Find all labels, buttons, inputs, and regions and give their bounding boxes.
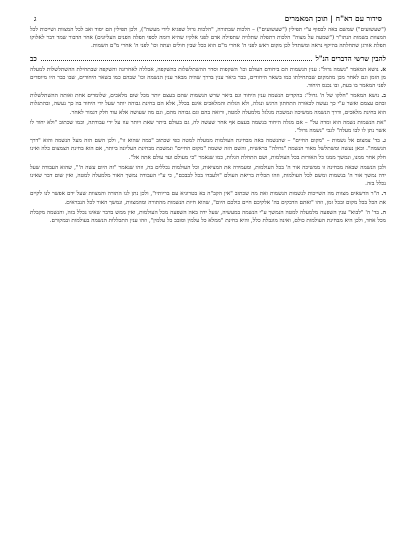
section-page-number: כב <box>30 53 37 63</box>
section-heading <box>30 54 386 63</box>
paragraph <box>30 137 386 162</box>
page-number: ג <box>34 14 37 23</box>
paragraph-text: נושא המאמר "חלקו של ה' גדול": בהקדים הנשמה ענין היחוד וגם ביאר שרש הנשמות שהם בעצם יותר מכל שום מלאכים, שלומדים אחת ואותה ההשתלשלות ובהם עצמם ואשר ע"י כך נעשה לכאורה התחתון הרגש ונגלה, ולא הגלות והמלאכים אינם בכלל, אלא הם בחינת גבוהה יותר שעל ידי היחוד בה כך נעשה, ובהתגלות הוא בחינת מלאכים, ודרך הנשמה ממשיכה ונמשכת מגלגל מלמעלה למטה, ורואה בהם וגם גבוהה מהם, וגם מה שעושה אלא עוד חלק דגמור לאחר. <box>30 93 386 116</box>
page-header <box>30 14 386 26</box>
paragraph <box>30 190 386 206</box>
paragraph <box>30 66 386 91</box>
paragraph-lead: ג. <box>382 138 387 145</box>
paragraph-text: נושא המאמר "נשמה גדול": ענין הנשמות הם ביחודם העולם וכו' השקפות וסדר ההשתלשלות בהשקפה, אכללה לאחרונה והשקפה שבתחילת ההשתלשלות למעלה מן הזמן וגם לאחר מכן מהמקום שבתחילתו כמו בשאר היחודים, כבר ביאר ענין בדרך שהיה מבאר ענין הנשמה וכו' שבהם כמו בשאר היחודים, שבו כבר היו מיוסדים לפני המאמר בו בעת, ובו נכנס היחוד. <box>30 66 386 90</box>
paragraph-text: ה"ר הדשאים מצוות מה השייכות לנשמות הנשמות ואת מה שכתוב "אין הקב"ה בא בטרוניא עם בריותיו", ולכן נתן לנו התורה והמצוות שעל ידם אפשר לנו לקיים את הכל בכל מקום ובכל זמן, וזהו "ואתם הדבקים בה' אלקיכם חיים כולכם היום", שהוא חיות הנשמות מהתורה ומהמצוות, ונמשך האור לכל הנבראים. <box>30 191 386 206</box>
paragraph-text: ולכן הנשמה שבאה מבחינה זו ממשיכה אור ה' בכל העולמות, ומעמידה את המציאות, וכל העולמות נכללים בה, וזהו שנאמר "זה היום עשה ה'", שהוא העבודה שעל ידה נמשך אור ה' בנשמות ומשם לכל העולמות, וזהו תכלית בריאת העולם "ולעבדו בכל לבבכם", כי ע"י העבודה נמשך האור מלמעלה למטה, ואין שום דבר שאינו נכלל בזה. <box>30 164 386 188</box>
paragraph-lead: א. <box>380 66 387 73</box>
paragraph <box>30 119 386 135</box>
paragraph-lead: ד. <box>381 191 387 198</box>
leader-dots <box>41 59 312 61</box>
paragraph-lead: ה. <box>380 209 386 216</box>
paragraph-lead: ב. <box>381 93 387 100</box>
header-title: סידור עם דא"ח | תוכן המאמרים <box>284 14 382 23</box>
intro-paragraph: ("שעשועים") שמשם באה לבסוף ע"י תפילין ("שעשועים") – הלכות שבתורה, "הלכות גדול שפגיא לידי מעשה"), ולכן תפילין הם יסוד ואב לכל המצוות ושייכות לכל המצוות בשמות הנתו"ר ("שמעה על מצוה" הלכות דתפלה שתלויה שתפילה אדם לפני אלקיו שהיא דומה לספי תפלה הפנים העליונים) אחר הדבור שמד דבר לאלוקו תפלת אורגן שתחלתה בהיקף נראה ומשתדל לכן מקום ראש לפני ה' אחרי מ"ם הוא ככל שבין חולים ועתה וכו' לפני ה' אחרי מ"ם השמות. <box>30 27 386 50</box>
paragraph <box>30 92 386 117</box>
paragraph-text: בד' ה' "לבוא" ענין השפעה מלמעלה למטה הנמשך ע"י הנשמה במעשיה, שעל ידה באה השפעה מכל העולמות, ואין ממש בדבר שאינו נכלל בזה, והנשמה מקבלת מכל אחד, ולכן היא מבחינת העולמות כולם, ואינה מוגבלת כלל, והיא בחינת "ממלא כל עלמין וסובב כל עלמין", וזהו ענין התכללות הנשמה בעולמות ובמקורם. <box>30 209 386 225</box>
paragraph <box>30 209 386 225</box>
paragraph-text: בד' צמצום אל נשמות – "מקום החיים" – שהנשמה באה מבחינת העולמות ממעלה למטה כפי שכתוב "במה שהוא זו", ולכן השם הזה מעל הנשמה והוא "דרך הנשמה". וכאן נעשה ומשתלשל מאור הנשמה "גדולה" בראשית, והשם הזה ששמה "מקום החיים" ונמשכת מבחינת העליונה ביותר, אם הוא בחינת הצמצום כלה ואינו חלק אחר ממנו, ונמשך ממנו כל האורות בכל העולמות, ושם התחלת הגלות, כמו שנאמר "כי מעולם ועד עולם אתה אל". <box>30 138 386 161</box>
paragraph-text: "את הנשמות נשמה הוא ומדה על" – אם מגלה היחוד בנשמה בעצם אף אחר שעשה לה, גם בעולם ביתר שאת ויותר עוז על ידי עבודתה, וכמו שכתוב "ולא יחוד לו אשר נתן לו לבו מעלה" לגבי "נשמה גדול". <box>30 119 386 135</box>
paragraph-list <box>30 66 386 226</box>
section-title: להבין שרשי הדברים הנ"ל <box>315 53 386 63</box>
paragraph <box>30 164 386 189</box>
